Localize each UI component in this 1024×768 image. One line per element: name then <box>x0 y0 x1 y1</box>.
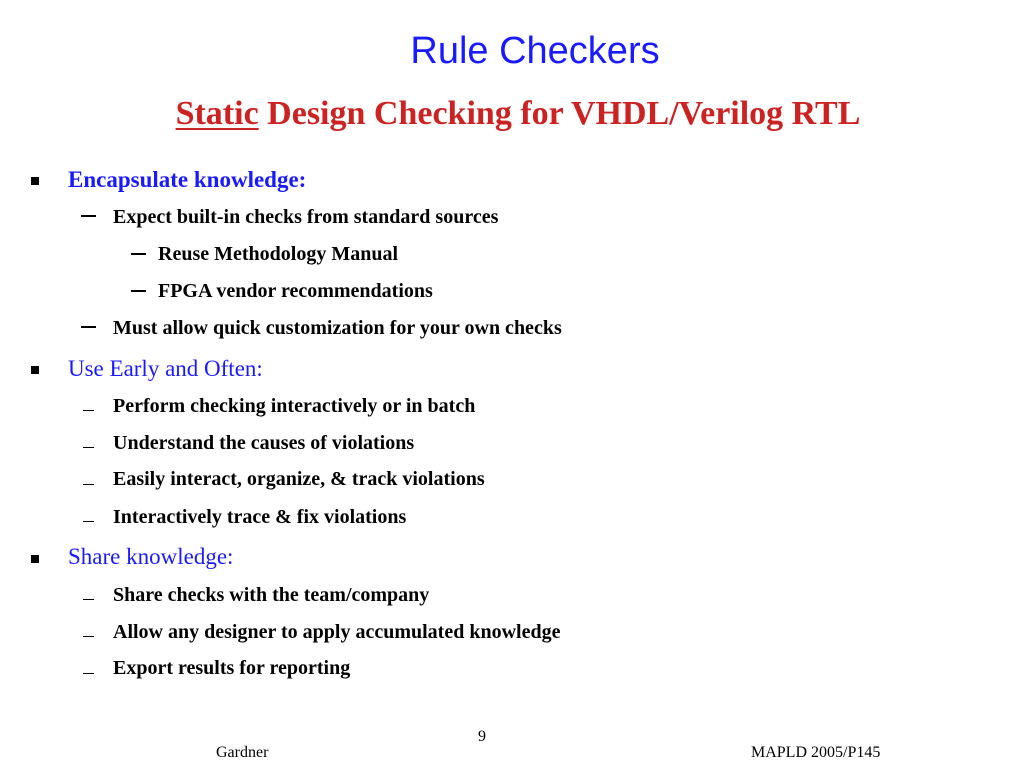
list-item: Reuse Methodology Manual <box>158 243 398 265</box>
dash-bullet-icon <box>83 410 94 411</box>
dash-bullet-icon <box>83 599 94 600</box>
dash-bullet-icon <box>83 673 94 674</box>
list-item: Allow any designer to apply accumulated knowledge <box>113 621 561 643</box>
dash-bullet-icon <box>83 521 94 522</box>
dash-bullet-icon <box>81 215 96 217</box>
dash-bullet-icon <box>81 326 96 328</box>
page-number: 9 <box>478 728 486 745</box>
dash-bullet-icon <box>83 636 94 637</box>
slide-title: Rule Checkers <box>410 30 660 72</box>
section-heading: Encapsulate knowledge: <box>68 167 307 192</box>
list-item: Export results for reporting <box>113 657 351 679</box>
list-item: FPGA vendor recommendations <box>158 280 433 302</box>
dash-bullet-icon <box>131 253 146 255</box>
square-bullet-icon <box>31 177 39 185</box>
list-item: Expect built-in checks from standard sources <box>113 206 499 228</box>
subtitle-emphasis: Static <box>175 95 259 132</box>
dash-bullet-icon <box>131 290 146 292</box>
list-item: Understand the causes of violations <box>113 432 415 454</box>
subtitle-rest: Design Checking for VHDL/Verilog RTL <box>258 95 861 132</box>
footer-author: Gardner <box>216 744 269 761</box>
list-item: Easily interact, organize, & track violations <box>113 468 485 490</box>
list-item: Perform checking interactively or in batch <box>113 395 476 417</box>
section-heading: Use Early and Often: <box>68 356 263 381</box>
list-item: Share checks with the team/company <box>113 584 430 606</box>
square-bullet-icon <box>31 555 39 563</box>
dash-bullet-icon <box>83 447 94 448</box>
list-item: Interactively trace & fix violations <box>113 506 407 528</box>
footer-conference: MAPLD 2005/P145 <box>751 744 881 761</box>
square-bullet-icon <box>31 366 39 374</box>
section-heading: Share knowledge: <box>68 544 234 569</box>
dash-bullet-icon <box>83 484 94 485</box>
list-item: Must allow quick customization for your own checks <box>113 317 562 339</box>
